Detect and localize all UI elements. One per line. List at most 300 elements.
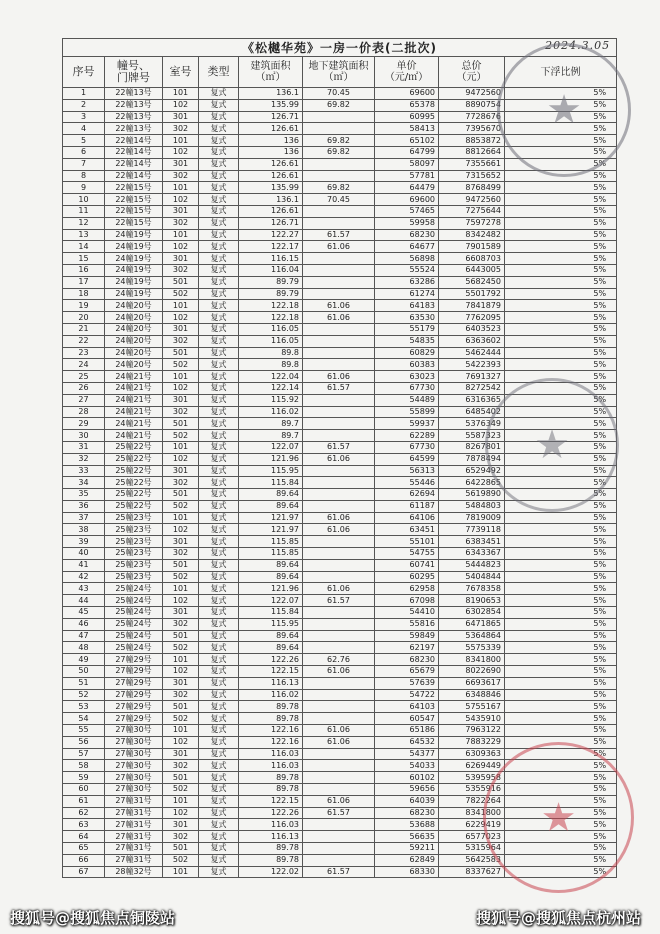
cell-basement-area: 61.06 (303, 512, 375, 524)
cell-unit-price: 64103 (375, 701, 439, 713)
cell-area: 116.13 (239, 677, 303, 689)
cell-building: 25幢23号 (105, 536, 163, 548)
cell-total-price: 6309363 (439, 748, 505, 760)
cell-room: 502 (163, 571, 199, 583)
cell-building: 27幢29号 (105, 677, 163, 689)
cell-total-price: 6363602 (439, 335, 505, 347)
cell-float-ratio: 5% (505, 630, 617, 642)
cell-room: 301 (163, 205, 199, 217)
cell-basement-area: 70.45 (303, 194, 375, 206)
header-building: 幢号、 门牌号 (105, 57, 163, 88)
cell-room: 102 (163, 194, 199, 206)
cell-basement-area (303, 276, 375, 288)
cell-float-ratio: 5% (505, 559, 617, 571)
cell-seq: 55 (63, 725, 105, 737)
cell-float-ratio: 5% (505, 241, 617, 253)
cell-total-price: 5484803 (439, 500, 505, 512)
cell-building: 27幢30号 (105, 725, 163, 737)
cell-basement-area (303, 359, 375, 371)
table-row (63, 158, 617, 170)
cell-area: 89.7 (239, 418, 303, 430)
cell-unit-price: 57639 (375, 677, 439, 689)
cell-basement-area: 61.06 (303, 583, 375, 595)
cell-area: 89.64 (239, 559, 303, 571)
table-title: 《松樾华苑》一房一价表(二批次) (242, 41, 438, 55)
cell-float-ratio: 5% (505, 607, 617, 619)
cell-unit-price: 59656 (375, 784, 439, 796)
table-row (63, 264, 617, 276)
cell-unit-price: 65679 (375, 666, 439, 678)
cell-building: 25幢24号 (105, 618, 163, 630)
cell-basement-area (303, 819, 375, 831)
cell-area: 126.61 (239, 158, 303, 170)
cell-total-price: 5315964 (439, 843, 505, 855)
header-basement-area: 地下建筑面积 （㎡） (303, 57, 375, 88)
cell-building: 24幢20号 (105, 312, 163, 324)
cell-building: 25幢24号 (105, 583, 163, 595)
cell-unit-price: 57465 (375, 205, 439, 217)
cell-float-ratio: 5% (505, 288, 617, 300)
cell-unit-price: 54755 (375, 548, 439, 560)
cell-area: 135.99 (239, 182, 303, 194)
cell-basement-area: 61.06 (303, 300, 375, 312)
cell-area: 115.84 (239, 477, 303, 489)
table-row (63, 182, 617, 194)
cell-building: 24幢21号 (105, 394, 163, 406)
cell-building: 24幢20号 (105, 347, 163, 359)
table-row (63, 630, 617, 642)
cell-seq: 56 (63, 736, 105, 748)
cell-seq: 7 (63, 158, 105, 170)
cell-total-price: 7762095 (439, 312, 505, 324)
cell-float-ratio: 5% (505, 489, 617, 501)
cell-area: 116.05 (239, 335, 303, 347)
cell-type: 复式 (199, 99, 239, 111)
cell-type: 复式 (199, 477, 239, 489)
cell-float-ratio: 5% (505, 264, 617, 276)
cell-basement-area (303, 170, 375, 182)
cell-type: 复式 (199, 760, 239, 772)
cell-total-price: 5364864 (439, 630, 505, 642)
cell-basement-area (303, 489, 375, 501)
table-row (63, 677, 617, 689)
cell-building: 24幢20号 (105, 335, 163, 347)
cell-building: 24幢21号 (105, 382, 163, 394)
cell-type: 复式 (199, 123, 239, 135)
cell-unit-price: 60829 (375, 347, 439, 359)
cell-building: 27幢30号 (105, 748, 163, 760)
table-row (63, 465, 617, 477)
cell-unit-price: 64799 (375, 146, 439, 158)
cell-float-ratio: 5% (505, 772, 617, 784)
cell-total-price: 8190653 (439, 595, 505, 607)
table-row (63, 843, 617, 855)
cell-area: 116.02 (239, 689, 303, 701)
cell-area: 116.13 (239, 831, 303, 843)
cell-total-price: 7275644 (439, 205, 505, 217)
cell-building: 22幢14号 (105, 158, 163, 170)
cell-total-price: 8272542 (439, 382, 505, 394)
cell-float-ratio: 5% (505, 359, 617, 371)
cell-room: 301 (163, 253, 199, 265)
cell-float-ratio: 5% (505, 170, 617, 182)
cell-type: 复式 (199, 512, 239, 524)
cell-room: 101 (163, 866, 199, 878)
cell-basement-area (303, 607, 375, 619)
cell-total-price: 7597278 (439, 217, 505, 229)
cell-seq: 5 (63, 135, 105, 147)
cell-unit-price: 55524 (375, 264, 439, 276)
cell-total-price: 5755167 (439, 701, 505, 713)
cell-area: 122.17 (239, 241, 303, 253)
cell-type: 复式 (199, 217, 239, 229)
table-row (63, 453, 617, 465)
cell-room: 102 (163, 807, 199, 819)
cell-float-ratio: 5% (505, 194, 617, 206)
cell-seq: 37 (63, 512, 105, 524)
cell-float-ratio: 5% (505, 276, 617, 288)
table-row (63, 725, 617, 737)
cell-type: 复式 (199, 205, 239, 217)
cell-type: 复式 (199, 866, 239, 878)
cell-building: 24幢21号 (105, 418, 163, 430)
table-row (63, 276, 617, 288)
cell-type: 复式 (199, 135, 239, 147)
cell-room: 301 (163, 677, 199, 689)
cell-room: 301 (163, 748, 199, 760)
cell-type: 复式 (199, 441, 239, 453)
cell-building: 22幢15号 (105, 205, 163, 217)
cell-total-price: 5682450 (439, 276, 505, 288)
cell-seq: 12 (63, 217, 105, 229)
watermark-right: 搜狐号@搜狐焦点杭州站 (476, 909, 642, 927)
cell-type: 复式 (199, 335, 239, 347)
handwritten-date: 2024.3.05 (545, 39, 611, 52)
cell-room: 302 (163, 123, 199, 135)
cell-unit-price: 54377 (375, 748, 439, 760)
header-type: 类型 (199, 57, 239, 88)
cell-unit-price: 62958 (375, 583, 439, 595)
table-row (63, 253, 617, 265)
cell-area: 122.16 (239, 725, 303, 737)
cell-type: 复式 (199, 359, 239, 371)
table-row (63, 583, 617, 595)
cell-building: 24幢21号 (105, 430, 163, 442)
cell-area: 116.15 (239, 253, 303, 265)
cell-room: 501 (163, 701, 199, 713)
cell-total-price: 7841879 (439, 300, 505, 312)
cell-area: 122.16 (239, 736, 303, 748)
cell-type: 复式 (199, 654, 239, 666)
cell-basement-area: 61.57 (303, 866, 375, 878)
cell-building: 27幢29号 (105, 654, 163, 666)
cell-basement-area (303, 111, 375, 123)
cell-building: 25幢22号 (105, 453, 163, 465)
cell-type: 复式 (199, 736, 239, 748)
cell-basement-area (303, 701, 375, 713)
table-row (63, 548, 617, 560)
cell-basement-area (303, 772, 375, 784)
cell-seq: 13 (63, 229, 105, 241)
cell-building: 22幢13号 (105, 111, 163, 123)
cell-seq: 16 (63, 264, 105, 276)
header-area: 建筑面积 （㎡） (239, 57, 303, 88)
cell-seq: 60 (63, 784, 105, 796)
cell-float-ratio: 5% (505, 418, 617, 430)
cell-room: 501 (163, 418, 199, 430)
cell-unit-price: 59849 (375, 630, 439, 642)
cell-unit-price: 64599 (375, 453, 439, 465)
cell-area: 122.26 (239, 807, 303, 819)
cell-building: 27幢31号 (105, 819, 163, 831)
cell-seq: 6 (63, 146, 105, 158)
cell-seq: 32 (63, 453, 105, 465)
header-unit-price: 单价 （元/㎡） (375, 57, 439, 88)
cell-unit-price: 59958 (375, 217, 439, 229)
cell-seq: 10 (63, 194, 105, 206)
cell-unit-price: 65102 (375, 135, 439, 147)
table-row (63, 88, 617, 100)
cell-type: 复式 (199, 807, 239, 819)
cell-float-ratio: 5% (505, 465, 617, 477)
cell-basement-area (303, 559, 375, 571)
cell-unit-price: 54489 (375, 394, 439, 406)
cell-float-ratio: 5% (505, 725, 617, 737)
cell-building: 27幢29号 (105, 689, 163, 701)
cell-type: 复式 (199, 666, 239, 678)
table-row (63, 831, 617, 843)
cell-total-price: 6485402 (439, 406, 505, 418)
cell-building: 22幢15号 (105, 182, 163, 194)
cell-type: 复式 (199, 843, 239, 855)
cell-type: 复式 (199, 819, 239, 831)
cell-area: 126.61 (239, 205, 303, 217)
cell-unit-price: 59937 (375, 418, 439, 430)
cell-type: 复式 (199, 536, 239, 548)
cell-room: 302 (163, 548, 199, 560)
cell-unit-price: 63023 (375, 371, 439, 383)
cell-seq: 15 (63, 253, 105, 265)
cell-total-price: 8267801 (439, 441, 505, 453)
cell-type: 复式 (199, 323, 239, 335)
cell-basement-area: 61.57 (303, 807, 375, 819)
cell-area: 122.15 (239, 795, 303, 807)
cell-unit-price: 69600 (375, 88, 439, 100)
cell-total-price: 7878494 (439, 453, 505, 465)
cell-total-price: 5395958 (439, 772, 505, 784)
cell-basement-area (303, 217, 375, 229)
cell-total-price: 8812664 (439, 146, 505, 158)
cell-total-price: 6693617 (439, 677, 505, 689)
cell-unit-price: 60383 (375, 359, 439, 371)
cell-total-price: 7315652 (439, 170, 505, 182)
cell-total-price: 5376349 (439, 418, 505, 430)
cell-float-ratio: 5% (505, 335, 617, 347)
cell-seq: 23 (63, 347, 105, 359)
cell-basement-area: 69.82 (303, 135, 375, 147)
cell-basement-area (303, 689, 375, 701)
cell-total-price: 8022690 (439, 666, 505, 678)
cell-building: 25幢24号 (105, 642, 163, 654)
cell-room: 501 (163, 772, 199, 784)
cell-unit-price: 63530 (375, 312, 439, 324)
cell-total-price: 5619890 (439, 489, 505, 501)
cell-type: 复式 (199, 229, 239, 241)
cell-total-price: 9472560 (439, 194, 505, 206)
cell-total-price: 6229419 (439, 819, 505, 831)
cell-type: 复式 (199, 630, 239, 642)
cell-building: 22幢13号 (105, 123, 163, 135)
cell-float-ratio: 5% (505, 536, 617, 548)
cell-basement-area (303, 784, 375, 796)
cell-total-price: 5462444 (439, 347, 505, 359)
cell-building: 24幢19号 (105, 288, 163, 300)
cell-area: 122.27 (239, 229, 303, 241)
cell-room: 102 (163, 382, 199, 394)
cell-basement-area: 61.06 (303, 371, 375, 383)
cell-type: 复式 (199, 548, 239, 560)
cell-building: 24幢19号 (105, 276, 163, 288)
cell-area: 122.02 (239, 866, 303, 878)
cell-area: 122.15 (239, 666, 303, 678)
table-row (63, 382, 617, 394)
cell-seq: 27 (63, 394, 105, 406)
cell-room: 502 (163, 500, 199, 512)
cell-area: 116.03 (239, 760, 303, 772)
cell-total-price: 8342482 (439, 229, 505, 241)
cell-basement-area (303, 677, 375, 689)
cell-basement-area (303, 406, 375, 418)
cell-room: 501 (163, 489, 199, 501)
cell-total-price: 7728676 (439, 111, 505, 123)
cell-building: 22幢14号 (105, 146, 163, 158)
cell-building: 25幢22号 (105, 441, 163, 453)
cell-basement-area: 61.06 (303, 736, 375, 748)
table-row (63, 689, 617, 701)
cell-seq: 18 (63, 288, 105, 300)
cell-basement-area (303, 748, 375, 760)
cell-room: 301 (163, 394, 199, 406)
cell-seq: 51 (63, 677, 105, 689)
cell-float-ratio: 5% (505, 524, 617, 536)
cell-area: 121.96 (239, 583, 303, 595)
cell-unit-price: 55816 (375, 618, 439, 630)
cell-total-price: 6302854 (439, 607, 505, 619)
cell-seq: 49 (63, 654, 105, 666)
cell-type: 复式 (199, 430, 239, 442)
cell-type: 复式 (199, 795, 239, 807)
table-row (63, 123, 617, 135)
cell-type: 复式 (199, 453, 239, 465)
cell-room: 302 (163, 477, 199, 489)
cell-float-ratio: 5% (505, 477, 617, 489)
cell-seq: 66 (63, 854, 105, 866)
cell-unit-price: 55101 (375, 536, 439, 548)
cell-basement-area: 61.57 (303, 382, 375, 394)
cell-room: 502 (163, 713, 199, 725)
cell-area: 89.64 (239, 500, 303, 512)
cell-room: 101 (163, 229, 199, 241)
cell-type: 复式 (199, 500, 239, 512)
cell-float-ratio: 5% (505, 99, 617, 111)
cell-area: 136.1 (239, 88, 303, 100)
cell-area: 115.84 (239, 607, 303, 619)
cell-type: 复式 (199, 253, 239, 265)
cell-basement-area: 61.57 (303, 595, 375, 607)
table-row (63, 607, 617, 619)
cell-total-price: 5501792 (439, 288, 505, 300)
table-row (63, 618, 617, 630)
table-row (63, 312, 617, 324)
cell-type: 复式 (199, 146, 239, 158)
cell-total-price: 7395670 (439, 123, 505, 135)
cell-float-ratio: 5% (505, 666, 617, 678)
cell-type: 复式 (199, 524, 239, 536)
cell-seq: 17 (63, 276, 105, 288)
cell-type: 复式 (199, 559, 239, 571)
cell-area: 126.71 (239, 217, 303, 229)
cell-type: 复式 (199, 382, 239, 394)
cell-unit-price: 56898 (375, 253, 439, 265)
cell-area: 115.85 (239, 548, 303, 560)
cell-seq: 53 (63, 701, 105, 713)
cell-seq: 63 (63, 819, 105, 831)
cell-float-ratio: 5% (505, 583, 617, 595)
cell-total-price: 5355916 (439, 784, 505, 796)
cell-unit-price: 60102 (375, 772, 439, 784)
cell-room: 101 (163, 654, 199, 666)
cell-basement-area (303, 571, 375, 583)
cell-type: 复式 (199, 784, 239, 796)
cell-type: 复式 (199, 713, 239, 725)
cell-float-ratio: 5% (505, 642, 617, 654)
cell-room: 302 (163, 618, 199, 630)
cell-type: 复式 (199, 194, 239, 206)
cell-total-price: 6403523 (439, 323, 505, 335)
cell-float-ratio: 5% (505, 677, 617, 689)
cell-total-price: 8890754 (439, 99, 505, 111)
cell-float-ratio: 5% (505, 217, 617, 229)
cell-total-price: 6269449 (439, 760, 505, 772)
stamp-icon: ★ (485, 378, 619, 512)
cell-room: 101 (163, 300, 199, 312)
cell-building: 25幢23号 (105, 571, 163, 583)
cell-room: 102 (163, 99, 199, 111)
cell-area: 122.26 (239, 654, 303, 666)
cell-unit-price: 68230 (375, 807, 439, 819)
cell-basement-area (303, 630, 375, 642)
cell-seq: 29 (63, 418, 105, 430)
table-row (63, 736, 617, 748)
cell-room: 501 (163, 276, 199, 288)
cell-float-ratio: 5% (505, 430, 617, 442)
cell-area: 89.78 (239, 713, 303, 725)
cell-float-ratio: 5% (505, 807, 617, 819)
cell-room: 102 (163, 146, 199, 158)
cell-building: 27幢29号 (105, 713, 163, 725)
cell-basement-area: 69.82 (303, 182, 375, 194)
cell-float-ratio: 5% (505, 253, 617, 265)
cell-basement-area (303, 713, 375, 725)
cell-area: 122.07 (239, 441, 303, 453)
cell-room: 101 (163, 512, 199, 524)
cell-basement-area (303, 253, 375, 265)
table-row (63, 146, 617, 158)
cell-seq: 54 (63, 713, 105, 725)
table-row (63, 241, 617, 253)
cell-basement-area: 69.82 (303, 146, 375, 158)
cell-total-price: 6383451 (439, 536, 505, 548)
